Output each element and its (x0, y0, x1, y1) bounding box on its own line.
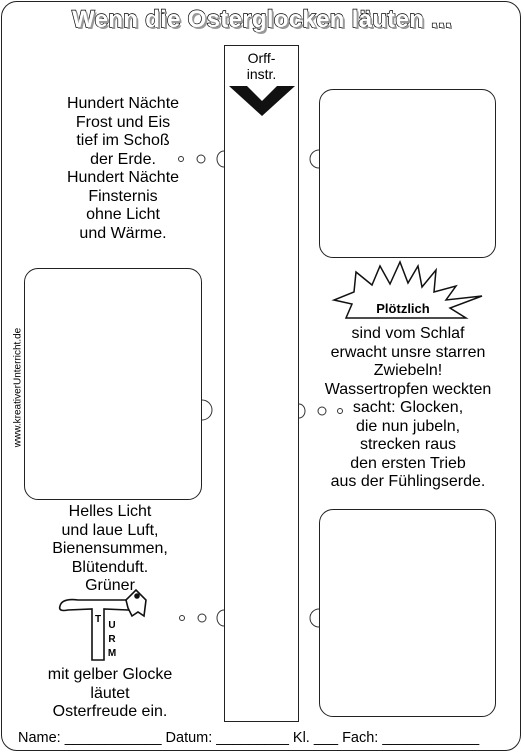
stanza-line: Zwiebeln! (373, 362, 443, 379)
turm-letter: M (107, 648, 117, 659)
website-credit: www.kreativerUnterricht.de (12, 327, 24, 448)
connector-dot (180, 616, 185, 621)
stanza-line: Osterfreude ein. (52, 703, 168, 720)
turm-letter: T (94, 614, 102, 625)
orff-label-line1: Orff- (247, 50, 276, 66)
stanza-line: und laue Luft, (61, 521, 159, 539)
turm-letter: U (108, 620, 116, 631)
stanza-line: Wassertropfen weckten (324, 380, 492, 398)
stanza-line: mit gelber Glocke (47, 666, 173, 683)
turm-letter: R (108, 634, 116, 645)
stanza-line: tief im Schoß (76, 132, 170, 149)
stanza-line: Bienensummen, (52, 540, 168, 557)
connector-dot (198, 614, 206, 622)
stanza-line: die nun jubeln, (355, 417, 461, 435)
connector-half-circle (310, 609, 319, 627)
stanza-line: läutet (90, 684, 130, 702)
stanza-line: Frost und Eis (75, 113, 171, 131)
stanza-line: Helles Licht (68, 503, 152, 520)
stanza-line: strecken raus (359, 436, 457, 453)
chevron-down-icon (229, 86, 295, 116)
orff-label-line2: instr. (246, 66, 277, 82)
connector-half-circle (217, 610, 224, 626)
stanza-line: ohne Licht (86, 206, 160, 223)
stanza-line: Finsternis (88, 187, 158, 205)
stanza-line: erwacht unsre starren (330, 343, 486, 361)
turm-tower-icon (60, 590, 146, 660)
footer-fields[interactable]: Name: ____________ Datum: _________ Kl. ___ Fach: ____________ (18, 730, 480, 746)
stanza-line: Hundert Nächte (66, 95, 180, 112)
stanza-line: und Wärme. (79, 224, 167, 242)
connector-half-circle (202, 400, 212, 420)
burst-word: Plötzlich (376, 301, 430, 316)
stanza-line: den ersten Trieb (350, 454, 466, 472)
stanza-3-bottom (24, 666, 196, 722)
connector-half-circle (217, 151, 224, 167)
stanza-line: Grüner (85, 577, 135, 594)
stanza-1 (40, 95, 206, 243)
stanza-2 (306, 325, 510, 492)
stanza-3-top (30, 503, 190, 596)
stanza-line: Blütenduft. (71, 558, 149, 576)
stanza-line: Hundert Nächte (66, 169, 180, 186)
stanza-line: sacht: Glocken, (352, 399, 464, 416)
connector-half-circle (299, 404, 305, 418)
stanza-line: der Erde. (90, 150, 156, 168)
connector-half-circle (310, 150, 319, 168)
stanza-line: sind vom Schlaf (351, 325, 465, 342)
page-title: Wenn die Osterglocken läuten ... (72, 6, 452, 33)
stanza-line: aus der Fühlingserde. (330, 473, 486, 490)
